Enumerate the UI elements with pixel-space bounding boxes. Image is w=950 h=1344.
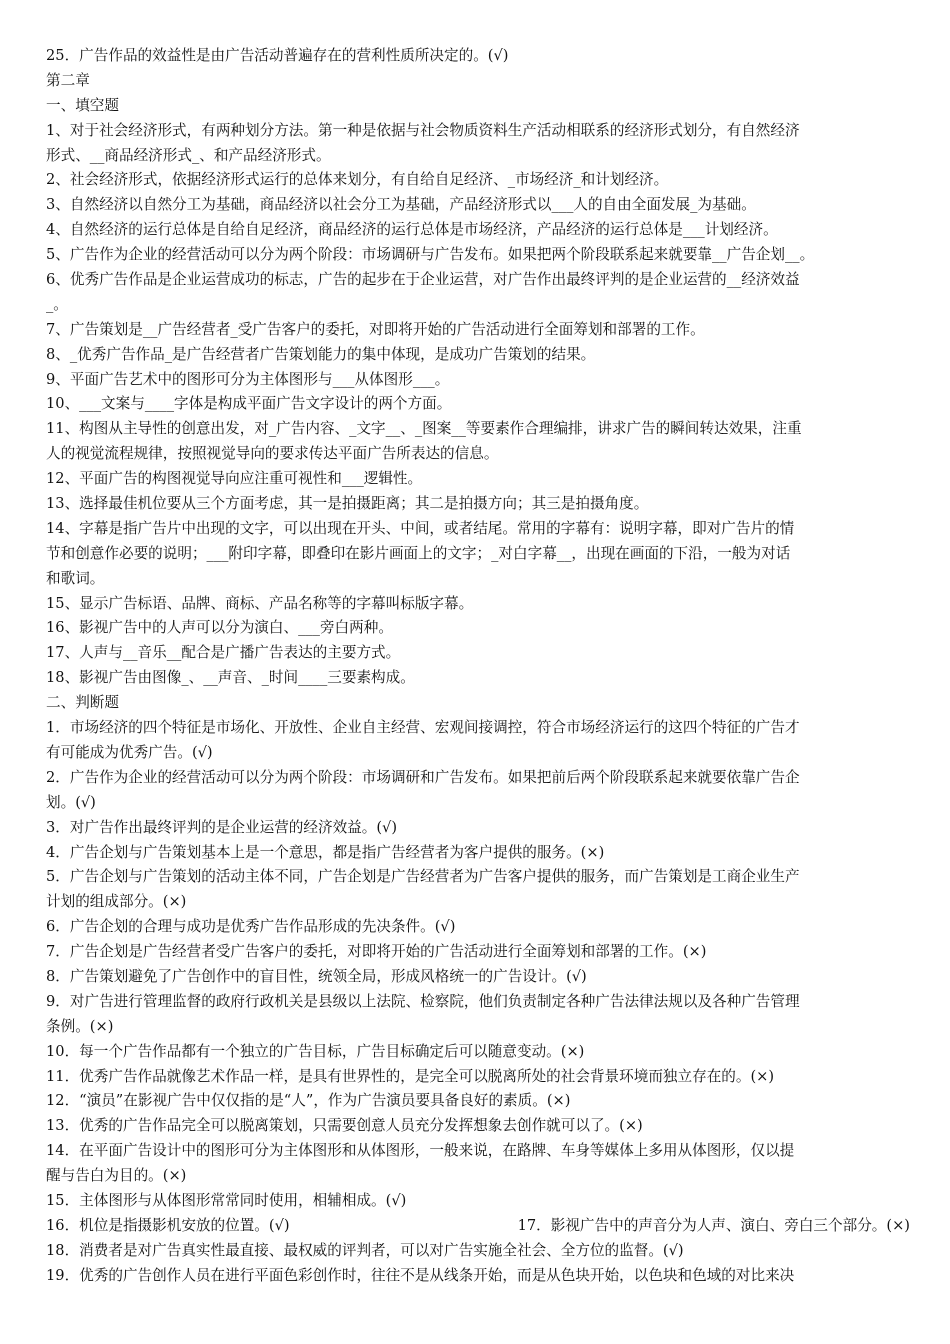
- text-line: 5．广告企划与广告策划的活动主体不同，广告企划是广告经营者为广告客户提供的服务，而广告策划是工商企业生产: [46, 868, 800, 886]
- text-line: 14、字幕是指广告片中出现的文字，可以出现在开头、中间，或者结尾。常用的字幕有：说明字幕，即对广告片的情: [46, 519, 795, 537]
- text-line: 和歌词。: [46, 569, 105, 587]
- text-line: 10、___文案与____字体是构成平面广告文字设计的两个方面。: [46, 395, 452, 413]
- judgment-item-17: 17．影视广告中的声音分为人声、演白、旁白三个部分。(×): [517, 1216, 910, 1234]
- text-line: 4、自然经济的运行总体是自给自足经济，商品经济的运行总体是市场经济，产品经济的运行总体是___计划经济。: [46, 221, 778, 239]
- text-line: 6．广告企划的合理与成功是优秀广告作品形成的先决条件。(√): [46, 918, 456, 936]
- text-line: 12、平面广告的构图视觉导向应注重可视性和___逻辑性。: [46, 470, 423, 488]
- text-line: 7、广告策划是__广告经营者_受广告客户的委托，对即将开始的广告活动进行全面筹划和部署的工作。: [46, 320, 705, 338]
- text-line: 11、构图从主导性的创意出发，对_广告内容、_文字__、_图案__等要素作合理编排，讲求广告的瞬间转达效果，注重: [46, 420, 802, 438]
- text-line: 25．广告作品的效益性是由广告活动普遍存在的营利性质所决定的。(√): [46, 47, 509, 64]
- text-line: 4．广告企划与广告策划基本上是一个意思，都是指广告经营者为客户提供的服务。(×): [46, 843, 605, 861]
- text-line: 8．广告策划避免了广告创作中的盲目性，统领全局，形成风格统一的广告设计。(√): [46, 967, 587, 985]
- text-line: 17、人声与__音乐__配合是广播广告表达的主要方式。: [46, 644, 401, 662]
- text-line: 13、选择最佳机位要从三个方面考虑，其一是拍摄距离；其二是拍摄方向；其三是拍摄角度。: [46, 495, 649, 513]
- text-line: 9．对广告进行管理监督的政府行政机关是县级以上法院、检察院，他们负责制定各种广告法律法规以及各种广告管理: [46, 992, 800, 1010]
- text-line: 15．主体图形与从体图形常常同时使用，相辅相成。(√): [46, 1191, 407, 1209]
- text-line: 8、_优秀广告作品_是广告经营者广告策划能力的集中体现，是成功广告策划的结果。: [46, 345, 596, 363]
- text-line: 醒与告白为目的。(×): [46, 1167, 187, 1185]
- text-line: 计划的组成部分。(×): [46, 893, 187, 911]
- text-line: 人的视觉流程规律，按照视觉导向的要求传达平面广告所表达的信息。: [46, 445, 499, 463]
- text-line: 18、影视广告由图像_、__声音、_时间____三要素构成。: [46, 669, 415, 687]
- text-line: 15、显示广告标语、品牌、商标、产品名称等的字幕叫标版字幕。: [46, 594, 474, 612]
- text-line: 一、填空题: [46, 96, 119, 114]
- text-line: 13．优秀的广告作品完全可以脱离策划，只需要创意人员充分发挥想象去创作就可以了。(×): [46, 1117, 643, 1135]
- text-line: 3．对广告作出最终评判的是企业运营的经济效益。(√): [46, 818, 398, 836]
- text-line: 5、广告作为企业的经营活动可以分为两个阶段：市场调研与广告发布。如果把两个阶段联系起来就要靠__广告企划__。: [46, 246, 815, 264]
- text-line: 11．优秀广告作品就像艺术作品一样，是具有世界性的，是完全可以脱离所处的社会背景环境而独立存在的。(×): [46, 1067, 775, 1085]
- text-line: 2．广告作为企业的经营活动可以分为两个阶段：市场调研和广告发布。如果把前后两个阶段联系起来就要依靠广告企: [46, 768, 800, 786]
- text-line: 10．每一个广告作品都有一个独立的广告目标，广告目标确定后可以随意变动。(×): [46, 1042, 585, 1060]
- text-line: 16、影视广告中的人声可以分为演白、___旁白两种。: [46, 619, 393, 637]
- text-line: 形式、__商品经济形式_、和产品经济形式。: [46, 146, 331, 164]
- text-line: 18．消费者是对广告真实性最直接、最权威的评判者，可以对广告实施全社会、全方位的监督。(√): [46, 1241, 684, 1259]
- text-line: 6、优秀广告作品是企业运营成功的标志，广告的起步在于企业运营，对广告作出最终评判的是企业运营的__经济效益: [46, 271, 800, 289]
- judgment-item-16: 16．机位是指摄影机安放的位置。(√): [46, 1216, 290, 1234]
- text-line: 7．广告企划是广告经营者受广告客户的委托，对即将开始的广告活动进行全面筹划和部署的工作。(×): [46, 943, 707, 961]
- text-line: 1．市场经济的四个特征是市场化、开放性、企业自主经营、宏观间接调控，符合市场经济运行的这四个特征的广告才: [46, 719, 800, 737]
- text-line: 3、自然经济以自然分工为基础，商品经济以社会分工为基础，产品经济形式以___人的自由全面发展_为基础。: [46, 196, 756, 214]
- text-line-two-items: [46, 1214, 910, 1239]
- text-line: 二、判断题: [46, 694, 119, 712]
- text-line: 划。(√): [46, 793, 96, 811]
- text-line: 有可能成为优秀广告。(√): [46, 743, 213, 761]
- text-line: 节和创意作必要的说明；___附印字幕，即叠印在影片画面上的文字；_对白字幕__，出现在画面的下沿，一般为对话: [46, 544, 791, 562]
- text-line: 9、平面广告艺术中的图形可分为主体图形与___从体图形___。: [46, 370, 450, 388]
- text-line: 1、对于社会经济形式，有两种划分方法。第一种是依据与社会物质资料生产活动相联系的经济形式划分，有自然经济: [46, 121, 800, 139]
- text-line: 第二章: [46, 71, 90, 89]
- text-line: 19．优秀的广告创作人员在进行平面色彩创作时，往往不是从线条开始，而是从色块开始，以色块和色域的对比来决: [46, 1266, 795, 1284]
- text-line: 14．在平面广告设计中的图形可分为主体图形和从体图形，一般来说，在路牌、车身等媒体上多用从体图形，仅以提: [46, 1142, 795, 1160]
- text-line: 条例。(×): [46, 1017, 114, 1035]
- text-line: 12．“演员”在影视广告中仅仅指的是“人”，作为广告演员要具备良好的素质。(×): [46, 1092, 571, 1110]
- text-line: 2、社会经济形式，依据经济形式运行的总体来划分，有自给自足经济、_市场经济_和计划经济。: [46, 171, 669, 189]
- text-line: _。: [46, 295, 68, 313]
